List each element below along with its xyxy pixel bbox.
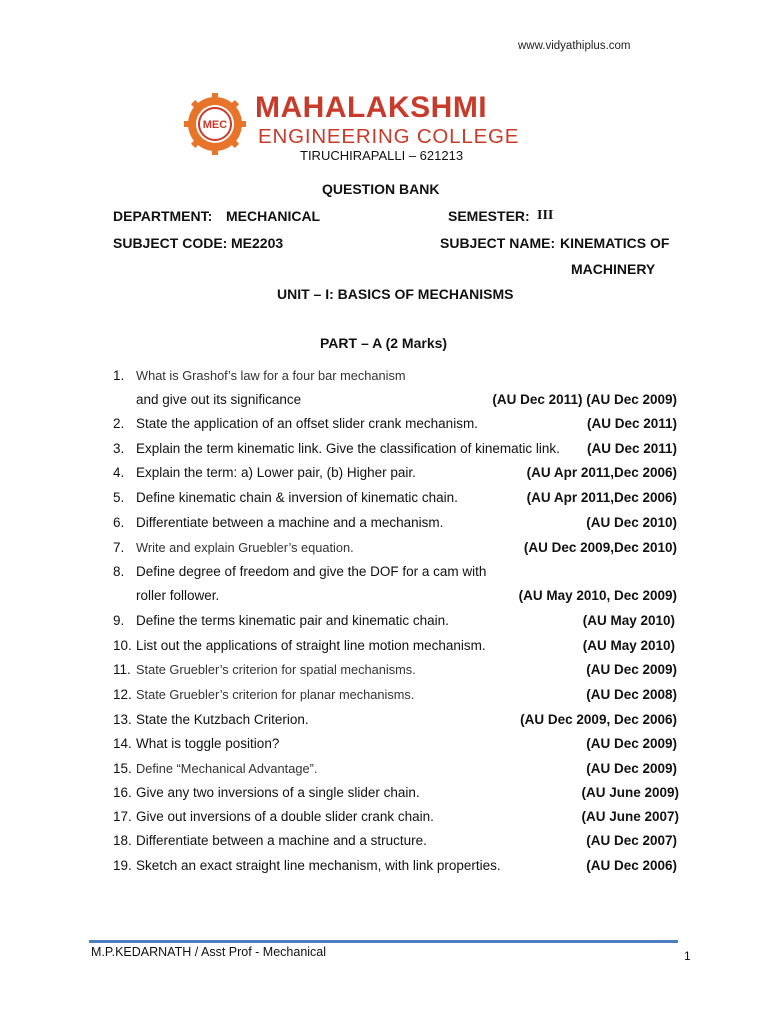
question-reference: (AU Dec 2009, Dec 2006) bbox=[520, 712, 677, 727]
question-number: 12. bbox=[113, 687, 132, 702]
question-item bbox=[0, 540, 768, 564]
footer-rule bbox=[89, 940, 678, 943]
college-name: MAHALAKSHMI bbox=[255, 91, 488, 124]
part-heading: PART – A (2 Marks) bbox=[320, 335, 448, 351]
question-number: 7. bbox=[113, 540, 125, 555]
question-reference: (AU Dec 2011) (AU Dec 2009) bbox=[492, 392, 677, 407]
question-text: Write and explain Gruebler’s equation. bbox=[136, 540, 354, 555]
question-reference: (AU Dec 2010) bbox=[586, 515, 677, 530]
question-text: State Gruebler’s criterion for planar mechanisms. bbox=[136, 687, 415, 702]
question-reference: (AU Dec 2007) bbox=[586, 833, 677, 848]
department-label: DEPARTMENT: bbox=[113, 208, 213, 224]
question-reference: (AU Apr 2011,Dec 2006) bbox=[526, 490, 677, 505]
question-reference: (AU Dec 2009) bbox=[586, 761, 677, 776]
question-reference: (AU May 2010) bbox=[582, 638, 675, 653]
question-reference: (AU Dec 2009) bbox=[586, 662, 677, 677]
question-number: 11. bbox=[113, 662, 131, 677]
question-item bbox=[0, 613, 768, 637]
question-number: 5. bbox=[113, 490, 125, 505]
question-text: What is Grashof’s law for a four bar mechanism bbox=[136, 368, 406, 383]
subject-name-value-cont: MACHINERY bbox=[571, 261, 656, 277]
question-text-cont: and give out its significance bbox=[136, 392, 302, 407]
question-item bbox=[0, 368, 768, 392]
question-reference: (AU May 2010) bbox=[582, 613, 675, 628]
question-number: 8. bbox=[113, 564, 125, 579]
question-text: Give any two inversions of a single slider chain. bbox=[136, 785, 420, 800]
subject-name-value: KINEMATICS OF bbox=[560, 235, 670, 251]
page-title: QUESTION BANK bbox=[322, 181, 440, 197]
question-text-cont: roller follower. bbox=[136, 588, 220, 603]
semester-value: III bbox=[537, 208, 554, 223]
department-value: MECHANICAL bbox=[226, 208, 321, 224]
question-reference: (AU Dec 2009) bbox=[586, 736, 677, 751]
question-number: 2. bbox=[113, 416, 125, 431]
question-reference: (AU June 2009) bbox=[581, 785, 679, 800]
question-item bbox=[0, 712, 768, 736]
question-reference: (AU Dec 2009,Dec 2010) bbox=[523, 540, 677, 555]
question-item-cont bbox=[0, 588, 768, 612]
question-item bbox=[0, 465, 768, 489]
question-number: 1. bbox=[113, 368, 125, 383]
question-item bbox=[0, 761, 768, 785]
question-text: Define kinematic chain & inversion of kinematic chain. bbox=[136, 490, 458, 505]
question-text: State the Kutzbach Criterion. bbox=[136, 712, 309, 727]
semester-label: SEMESTER: bbox=[448, 208, 530, 224]
question-item bbox=[0, 833, 768, 857]
footer-author: M.P.KEDARNATH / Asst Prof - Mechanical bbox=[91, 945, 327, 959]
question-item bbox=[0, 858, 768, 882]
subject-code-label: SUBJECT CODE: bbox=[113, 235, 228, 251]
college-logo-icon bbox=[183, 92, 247, 156]
college-city: TIRUCHIRAPALLI – 621213 bbox=[300, 148, 464, 163]
question-text: Define the terms kinematic pair and kinematic chain. bbox=[136, 613, 449, 628]
question-number: 16. bbox=[113, 785, 132, 800]
question-text: State Gruebler’s criterion for spatial mechanisms. bbox=[136, 662, 416, 677]
question-text: Differentiate between a machine and a mechanism. bbox=[136, 515, 444, 530]
question-number: 13. bbox=[113, 712, 132, 727]
question-reference: (AU Dec 2006) bbox=[586, 858, 677, 873]
question-item bbox=[0, 515, 768, 539]
question-number: 17. bbox=[113, 809, 132, 824]
question-number: 18. bbox=[113, 833, 132, 848]
svg-text:MEC: MEC bbox=[202, 119, 228, 131]
question-number: 10. bbox=[113, 638, 132, 653]
question-text: Differentiate between a machine and a structure. bbox=[136, 833, 427, 848]
question-item bbox=[0, 564, 768, 588]
question-item bbox=[0, 809, 768, 833]
question-text: Explain the term: a) Lower pair, (b) Higher pair. bbox=[136, 465, 416, 480]
question-reference: (AU Dec 2008) bbox=[586, 687, 677, 702]
question-text: What is toggle position? bbox=[136, 736, 280, 751]
question-item-cont bbox=[0, 392, 768, 416]
question-number: 3. bbox=[113, 441, 125, 456]
question-item bbox=[0, 736, 768, 760]
question-item bbox=[0, 662, 768, 686]
question-reference: (AU Dec 2011) bbox=[586, 416, 677, 431]
question-number: 15. bbox=[113, 761, 132, 776]
question-item bbox=[0, 441, 768, 465]
question-item bbox=[0, 785, 768, 809]
question-item bbox=[0, 638, 768, 662]
question-item bbox=[0, 490, 768, 514]
question-text: Explain the term kinematic link. Give the classification of kinematic link. bbox=[136, 441, 560, 456]
question-text: Sketch an exact straight line mechanism, with link properties. bbox=[136, 858, 501, 873]
question-number: 14. bbox=[113, 736, 132, 751]
unit-heading: UNIT – I: BASICS OF MECHANISMS bbox=[277, 286, 514, 302]
question-text: List out the applications of straight line motion mechanism. bbox=[136, 638, 486, 653]
question-number: 9. bbox=[113, 613, 125, 628]
college-subtitle: ENGINEERING COLLEGE bbox=[258, 125, 520, 148]
question-reference: (AU Apr 2011,Dec 2006) bbox=[526, 465, 677, 480]
question-reference: (AU May 2010, Dec 2009) bbox=[518, 588, 677, 603]
question-number: 4. bbox=[113, 465, 125, 480]
question-text: State the application of an offset slider crank mechanism. bbox=[136, 416, 478, 431]
subject-name-label: SUBJECT NAME: bbox=[440, 235, 556, 251]
question-number: 19. bbox=[113, 858, 132, 873]
page-number: 1 bbox=[684, 949, 691, 963]
question-text: Define degree of freedom and give the DOF for a cam with bbox=[136, 564, 487, 579]
question-text: Give out inversions of a double slider crank chain. bbox=[136, 809, 434, 824]
subject-code-value: ME2203 bbox=[231, 235, 284, 251]
question-item bbox=[0, 687, 768, 711]
question-text: Define “Mechanical Advantage”. bbox=[136, 761, 318, 776]
question-reference: (AU June 2007) bbox=[581, 809, 679, 824]
question-item bbox=[0, 416, 768, 440]
question-reference: (AU Dec 2011) bbox=[586, 441, 677, 456]
question-number: 6. bbox=[113, 515, 125, 530]
source-url[interactable]: www.vidyathiplus.com bbox=[518, 40, 631, 52]
